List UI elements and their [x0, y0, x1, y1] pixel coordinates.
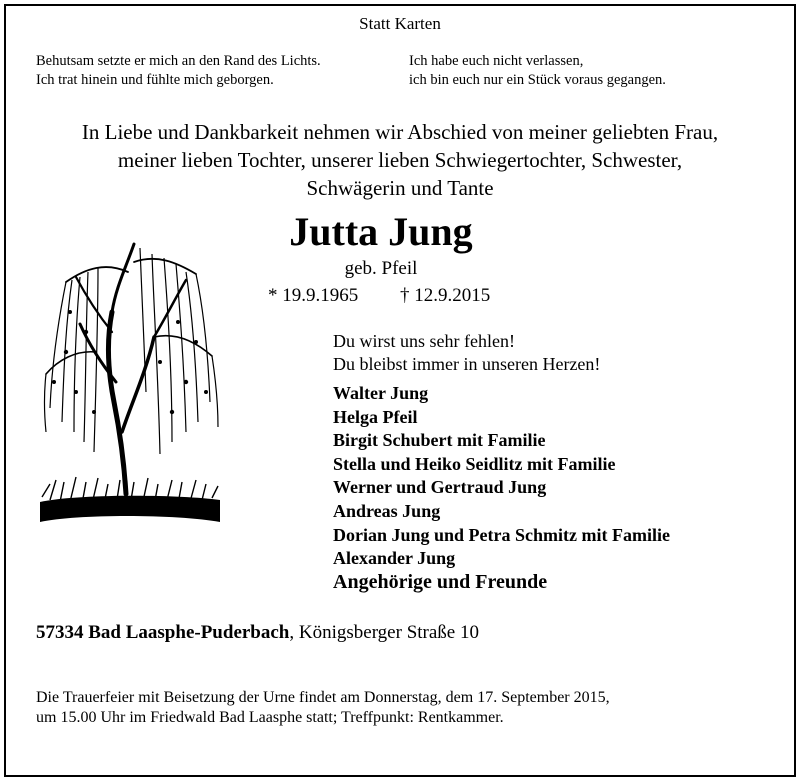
address [36, 622, 479, 644]
intro-text [0, 118, 800, 202]
quote-right-line: ich bin euch nur ein Stück voraus gegangen. [409, 72, 666, 88]
mourner-name: Birgit Schubert mit Familie [333, 430, 546, 451]
address-street: , Königsberger Straße 10 [289, 622, 479, 643]
birth-date: * 19.9.1965 [268, 285, 359, 306]
address-city: 57334 Bad Laasphe-Puderbach [36, 622, 290, 643]
deceased-name: Jutta Jung [289, 209, 473, 254]
mourner-name: Helga Pfeil [333, 406, 418, 427]
maiden-name: geb. Pfeil [344, 258, 418, 279]
quote-right-line: Ich habe euch nicht verlassen, [409, 53, 584, 69]
weeping-willow-tree-icon [36, 232, 222, 552]
notice-header: Statt Karten [359, 14, 441, 33]
mourners-list [333, 382, 670, 594]
quote-right [409, 52, 666, 90]
mourner-name: Angehörige und Freunde [333, 570, 548, 593]
intro-line: Schwägerin und Tante [306, 176, 494, 200]
service-info [36, 688, 610, 728]
message-line: Du bleibst immer in unseren Herzen! [333, 354, 601, 374]
service-line: Die Trauerfeier mit Beisetzung der Urne findet am Donnerstag, dem 17. September 2015, [36, 689, 610, 706]
service-line: um 15.00 Uhr im Friedwald Bad Laasphe statt; Treffpunkt: Rentkammer. [36, 709, 504, 726]
mourner-name: Stella und Heiko Seidlitz mit Familie [333, 453, 616, 474]
mourner-name: Dorian Jung und Petra Schmitz mit Familie [333, 524, 670, 545]
farewell-message [333, 330, 600, 376]
mourner-name: Walter Jung [333, 383, 429, 403]
message-line: Du wirst uns sehr fehlen! [333, 331, 515, 351]
quote-left [36, 52, 321, 90]
mourner-name: Alexander Jung [333, 548, 456, 569]
death-date: † 12.9.2015 [400, 285, 491, 306]
mourner-name: Werner und Gertraud Jung [333, 477, 547, 498]
mourner-name: Andreas Jung [333, 500, 441, 521]
quote-left-line: Ich trat hinein und fühlte mich geborgen. [36, 72, 274, 88]
intro-line: meiner lieben Tochter, unserer lieben Schwiegertochter, Schwester, [117, 148, 683, 172]
quote-left-line: Behutsam setzte er mich an den Rand des Lichts. [36, 53, 321, 69]
intro-line: In Liebe und Dankbarkeit nehmen wir Abschied von meiner geliebten Frau, [81, 120, 719, 144]
